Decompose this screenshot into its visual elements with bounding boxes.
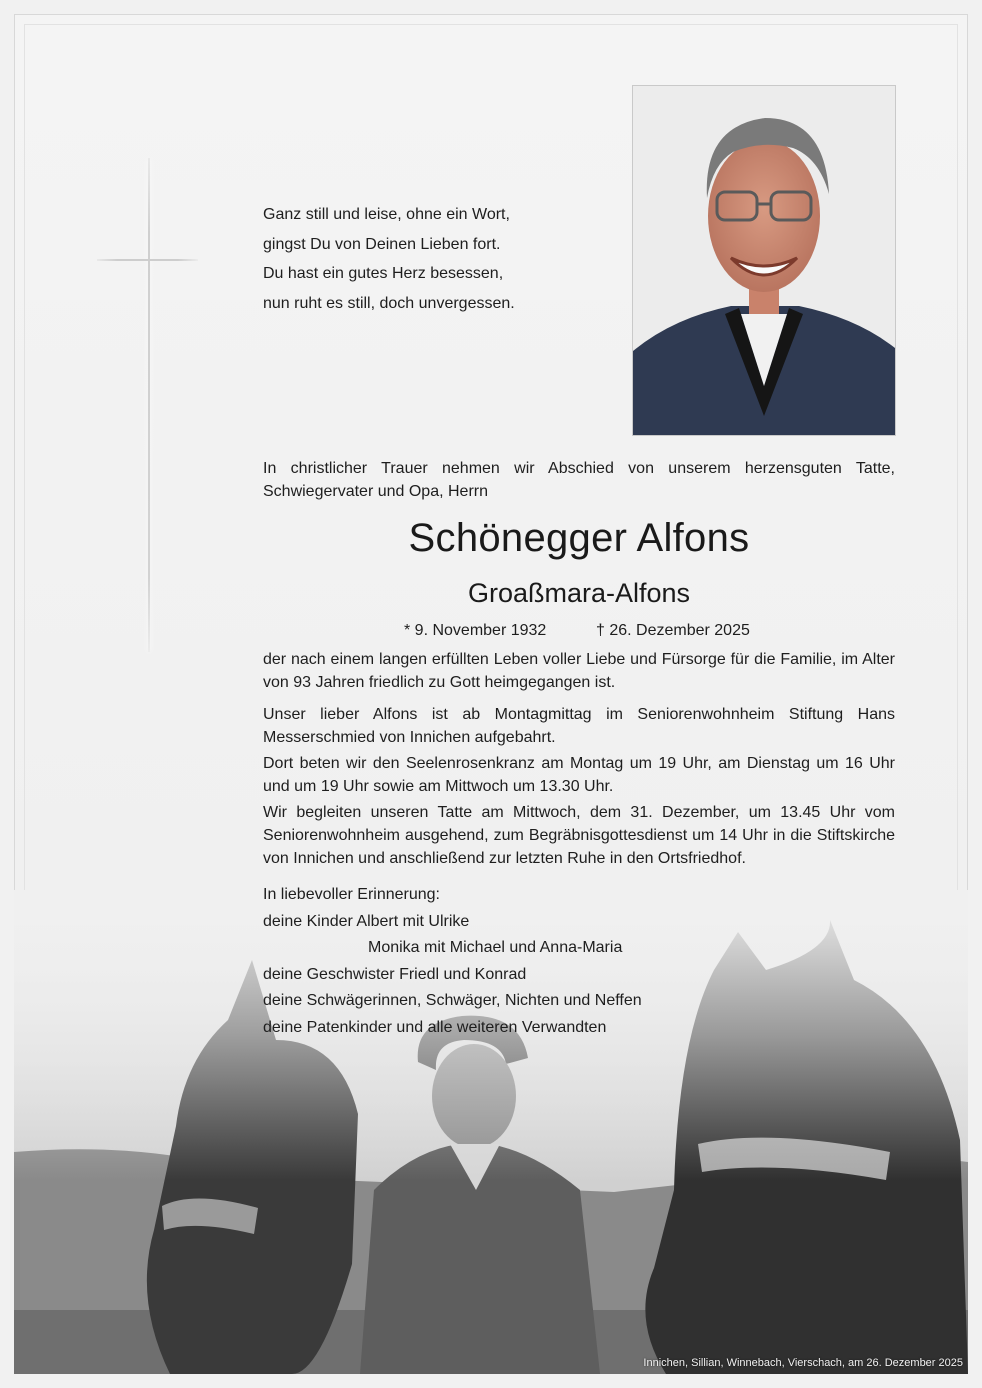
poem-line: gingst Du von Deinen Lieben fort. (263, 235, 501, 253)
signoff-line: In liebevoller Erinnerung: (263, 886, 440, 903)
cross-icon-bar (97, 259, 198, 261)
poem (263, 200, 515, 318)
deceased-nickname: Groaßmara-Alfons (467, 578, 691, 608)
deceased-name: Schönegger Alfons (408, 516, 750, 560)
cross-icon (148, 158, 150, 652)
poem-line: Du hast ein gutes Herz besessen, (263, 265, 504, 282)
signoff-line: Monika mit Michael und Anna-Maria (368, 939, 623, 956)
portrait-photo (632, 85, 896, 436)
death-date: † 26. Dezember 2025 (596, 622, 750, 639)
poem-line: Ganz still und leise, ohne ein Wort, (263, 206, 510, 223)
paragraph: der nach einem langen erfüllten Leben voller Liebe und Fürsorge für die Familie, im Alter von 93 Jahren friedlich zu Gott heimgegangen ist. (263, 651, 895, 691)
signoff-line: deine Kinder Albert mit Ulrike (263, 912, 470, 930)
signoff-line: deine Schwägerinnen, Schwäger, Nichten und Neffen (263, 992, 642, 1009)
signoff-line: deine Patenkinder und alle weiteren Verwandten (263, 1018, 607, 1036)
signoff (263, 882, 642, 1041)
place-date-footer: Innichen, Sillian, Winnebach, Vierschach, am 26. Dezember 2025 (643, 1357, 963, 1369)
birth-date: * 9. November 1932 (404, 622, 547, 639)
paragraph: Dort beten wir den Seelenrosenkranz am Montag um 19 Uhr, am Dienstag um 16 Uhr und um 19 Uhr sowie am Mittwoch um 13.30 Uhr. (263, 755, 895, 795)
paragraph: Unser lieber Alfons ist ab Montagmittag im Seniorenwohnheim Stiftung Hans Messerschmied von Innichen aufgebahrt. (263, 706, 895, 746)
paragraph: Wir begleiten unseren Tatte am Mittwoch, dem 31. Dezember, um 13.45 Uhr vom Seniorenwohnheim ausgehend, zum Begräbnisgottesdienst um 14 Uhr in die Stiftskirche von Innichen und anschließend zur letzten Ruhe in den Ortsfriedhof. (263, 804, 895, 867)
intro-text: In christlicher Trauer nehmen wir Abschied von unserem herzensguten Tatte, Schwiegervater und Opa, Herrn (263, 460, 895, 500)
signoff-line: deine Geschwister Friedl und Konrad (263, 965, 527, 983)
poem-line: nun ruht es still, doch unvergessen. (263, 294, 515, 312)
